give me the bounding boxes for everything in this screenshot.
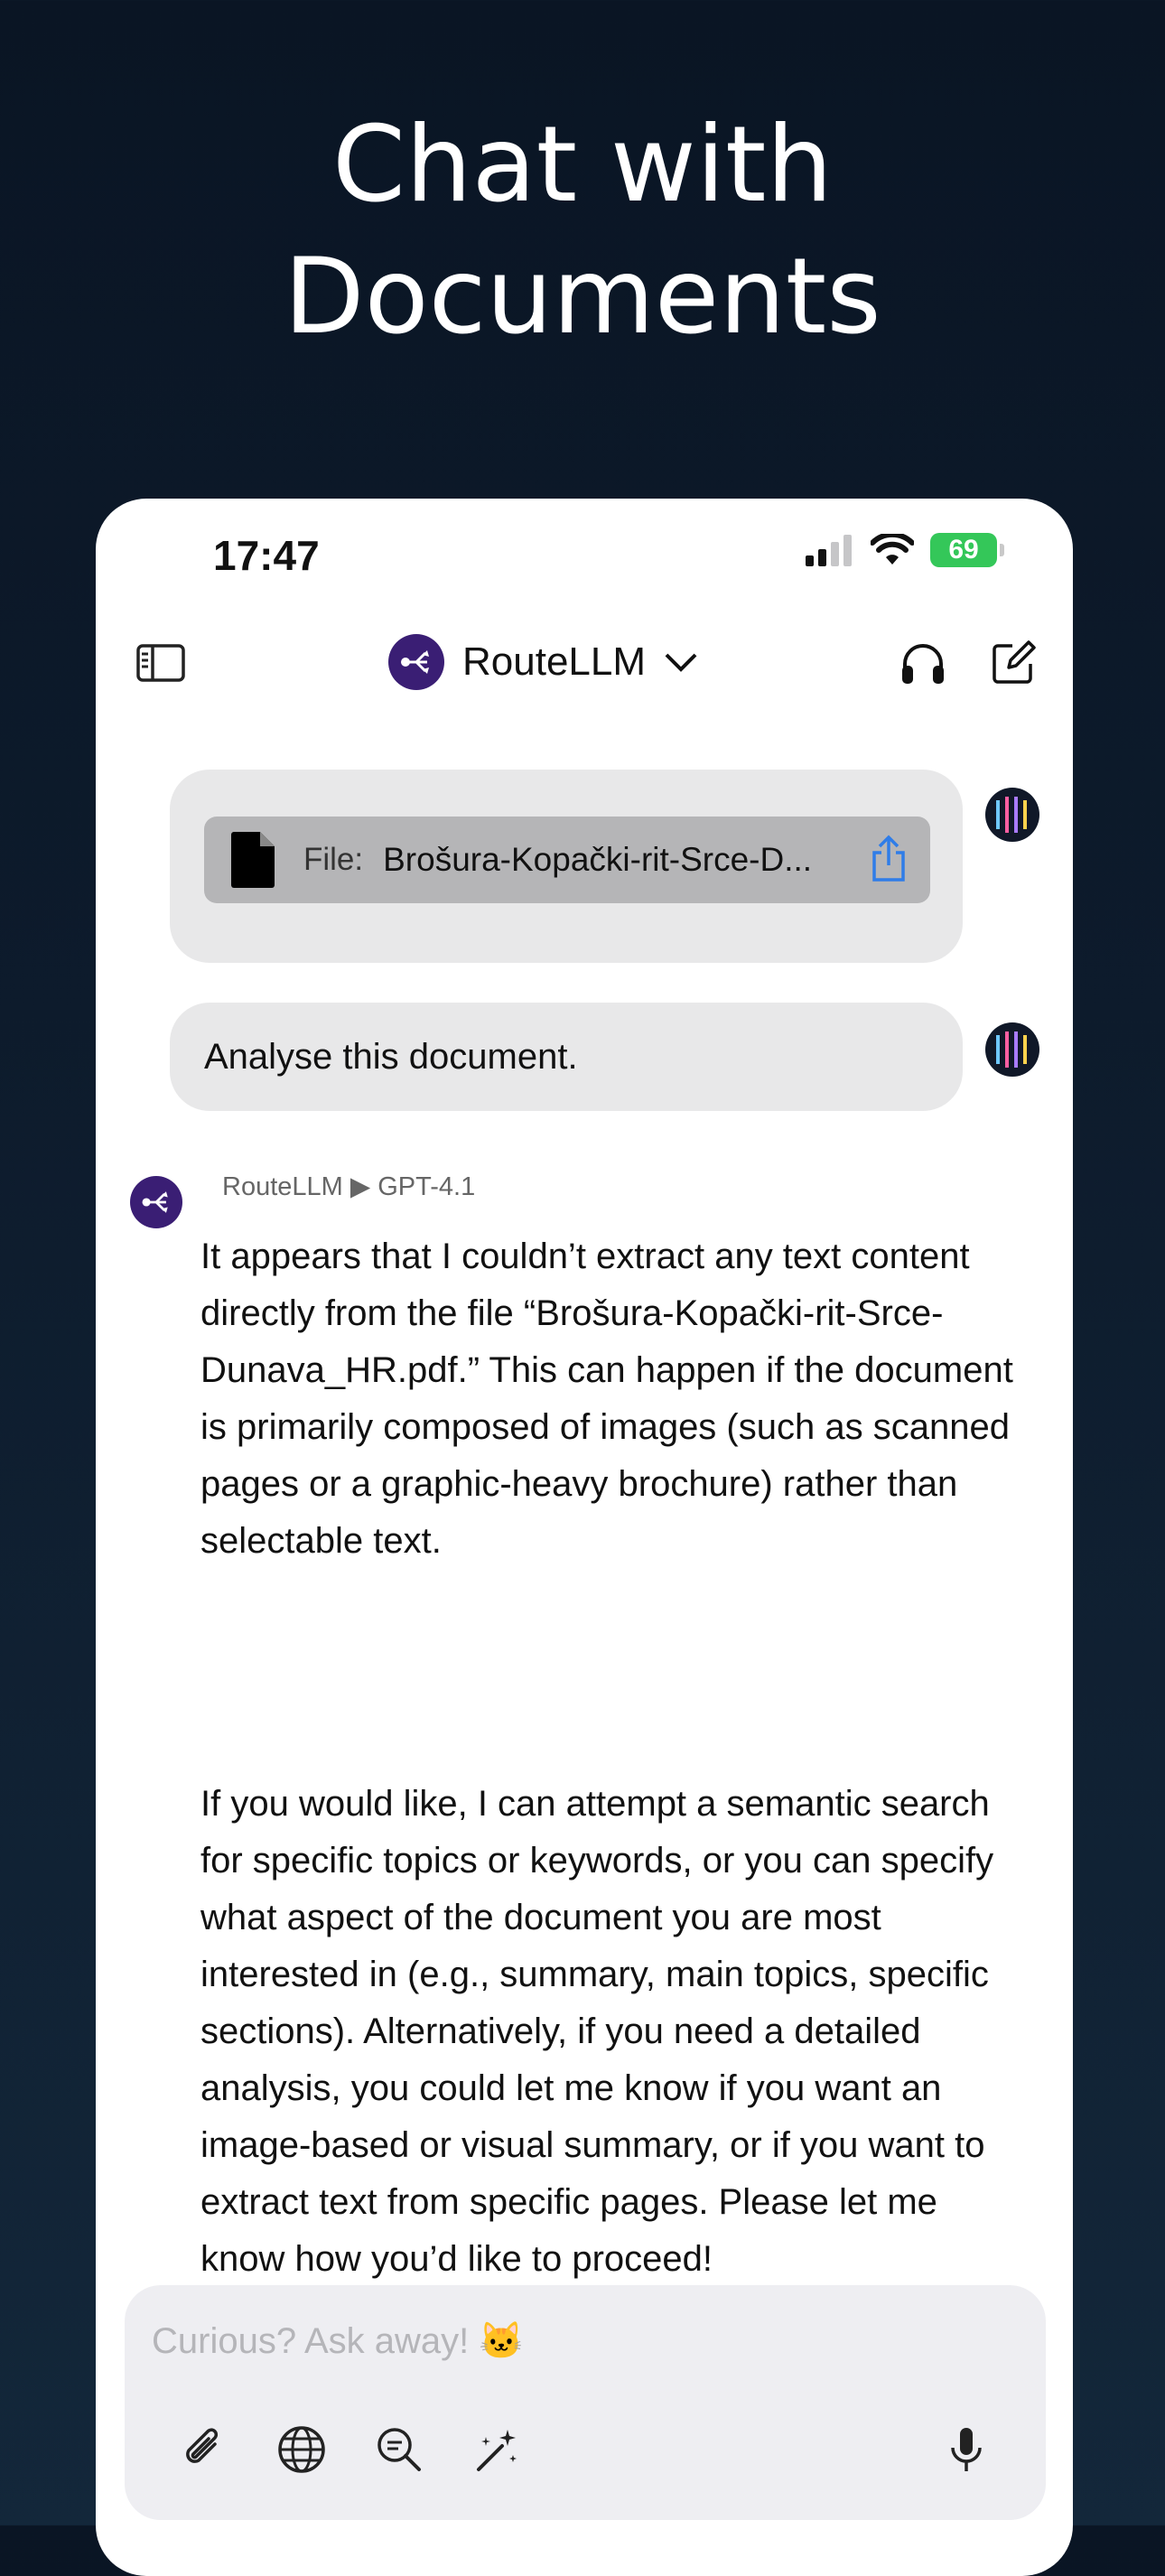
globe-icon [276, 2424, 327, 2475]
compose-icon [991, 640, 1036, 686]
search-text-icon [374, 2424, 424, 2475]
attach-button[interactable] [175, 2421, 233, 2478]
microphone-icon [941, 2424, 992, 2475]
hero-line-1: Chat with [331, 104, 834, 226]
headphones-icon [899, 640, 946, 686]
share-icon [869, 835, 909, 883]
avatar-pattern-icon [985, 1022, 1039, 1077]
paperclip-icon [179, 2424, 229, 2475]
battery-indicator [930, 533, 997, 567]
response-paragraph-2: If you would like, I can attempt a semantic search for specific topics or keywords, or you can specify what aspect of the document you are most interested in (e.g., summary, main topics, specific sections). Alternatively, if you need a detailed analysis, you could let me know if you want an image-based or visual summary, or if you want to extract text from specific pages. Please let me know how you’d like to proceed! [200, 1784, 994, 2279]
magic-wand-icon [471, 2424, 522, 2475]
response-paragraph-1: It appears that I couldn’t extract any text content directly from the file “Brošura-Kopački-rit-Srce-Dunava_HR.pdf.” This can happen if the document is primarily composed of images (such as scanned pages or a graphic-heavy brochure) rather than selectable text. [200, 1237, 1013, 1561]
hero-title [0, 99, 1165, 363]
model-name: RouteLLM [462, 639, 647, 684]
route-icon [396, 642, 436, 682]
route-icon [138, 1184, 174, 1220]
cellular-signal-icon [804, 534, 854, 566]
battery-level: 69 [948, 535, 979, 565]
composer-tools [175, 2421, 526, 2478]
file-label: File: [303, 842, 364, 877]
magic-tools-button[interactable] [468, 2421, 526, 2478]
user-message-text: Analyse this document. [204, 1037, 578, 1077]
user-message-bubble [170, 1003, 963, 1111]
chevron-down-icon [664, 651, 698, 673]
sidebar-icon [136, 644, 185, 682]
web-search-button[interactable] [273, 2421, 331, 2478]
voice-mode-button[interactable] [898, 638, 948, 688]
user-avatar [985, 1022, 1039, 1077]
model-selector[interactable] [388, 634, 698, 690]
file-attachment[interactable] [204, 817, 930, 903]
share-button[interactable] [869, 835, 909, 888]
hero-line-2: Documents [284, 236, 881, 358]
status-icons [804, 533, 997, 567]
sidebar-toggle-button[interactable] [135, 638, 186, 688]
file-message-bubble [170, 770, 963, 963]
user-avatar [985, 788, 1039, 842]
routellm-logo [388, 634, 444, 690]
message-composer[interactable] [125, 2285, 1046, 2520]
assistant-avatar [130, 1176, 182, 1228]
status-time: 17:47 [213, 532, 320, 579]
composer-placeholder[interactable]: Curious? Ask away! 🐱 [152, 2321, 525, 2361]
file-name: Brošura-Kopački-rit-Srce-D... [383, 841, 813, 878]
document-icon [229, 831, 276, 889]
response-model-meta: RouteLLM ▶ GPT-4.1 [222, 1172, 476, 1201]
voice-input-button[interactable] [937, 2421, 995, 2478]
phone-screen [96, 499, 1073, 2576]
wifi-icon [871, 534, 914, 566]
nav-bar [96, 616, 1073, 706]
new-chat-button[interactable] [988, 638, 1039, 688]
deep-search-button[interactable] [370, 2421, 428, 2478]
avatar-pattern-icon [985, 788, 1039, 842]
